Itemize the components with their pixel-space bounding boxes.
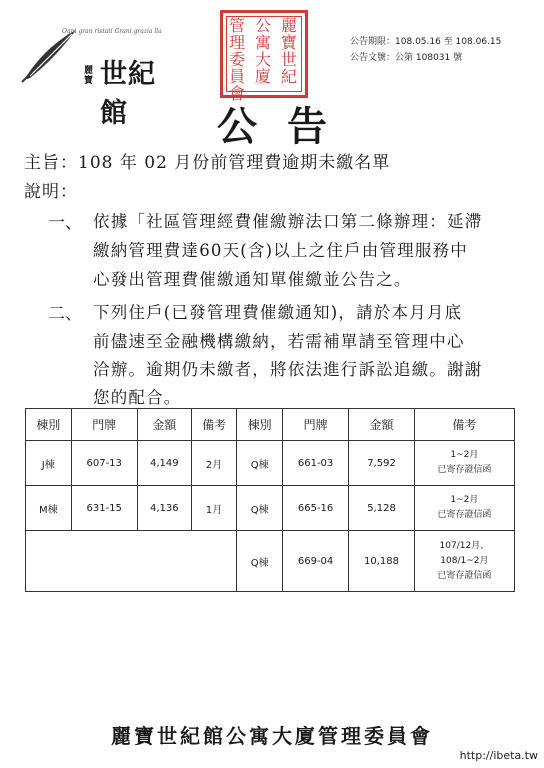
- cell-amount: 7,592: [349, 441, 415, 486]
- cell-unit: 669-04: [282, 531, 348, 592]
- table-row: [26, 531, 515, 592]
- page-title: 公告: [217, 103, 357, 150]
- note-line: 107/12月、: [439, 540, 490, 551]
- arrears-table: [25, 408, 515, 592]
- cell-amount: 4,136: [137, 486, 191, 531]
- col-unit-1: 門牌: [71, 409, 137, 441]
- item-1-line-3: 心發出管理費催繳通知單催繳並公告之。: [93, 270, 412, 289]
- note-line: 108/1~2月: [440, 555, 489, 566]
- item-1-line-1: 依據「社區管理經費催繳辦法口第二條辦理：延滯: [93, 212, 483, 231]
- cell-note: 2月: [191, 441, 237, 486]
- cell-building: Q棟: [237, 486, 283, 531]
- cell-building: M棟: [26, 486, 72, 531]
- cell-amount: 5,128: [349, 486, 415, 531]
- committee-seal: [220, 10, 308, 103]
- explain-label: 說明：: [24, 182, 78, 202]
- seal-column-2: 公寓大廈: [254, 16, 271, 86]
- cell-note: 1月: [191, 486, 237, 531]
- item-1-line-2: 繳納管理費達60天(含)以上之住戶由管理服務中: [93, 241, 468, 260]
- note-line: 已寄存證信函: [437, 510, 492, 520]
- item-1-number: 一、: [48, 213, 82, 233]
- col-building-2: 棟別: [237, 409, 283, 441]
- logo-tagline: Ogni gran ristati Grani grazia lla: [62, 28, 162, 35]
- note-line: 已寄存證信函: [437, 465, 492, 475]
- item-2-line-2: 前儘速至金融機構繳納，若需補單請至管理中心: [93, 332, 465, 351]
- logo-name: 世紀館: [100, 59, 156, 129]
- committee-signature: 麗寶世紀館公寓大廈管理委員會: [111, 724, 433, 748]
- seal-column-3: 管理委員會: [228, 16, 245, 103]
- col-amount-1: 金額: [137, 409, 191, 441]
- col-building-1: 棟別: [26, 409, 72, 441]
- site-watermark: http://ibeta.tw: [459, 749, 538, 762]
- cell-note: [414, 441, 514, 486]
- item-2-number: 二、: [48, 304, 82, 324]
- note-line: 1~2月: [450, 495, 479, 505]
- table-row: [26, 486, 515, 531]
- cell-amount: 4,149: [137, 441, 191, 486]
- note-line: 1~2月: [450, 450, 479, 460]
- note-line: 已寄存證信函: [437, 570, 492, 581]
- building-logo: [20, 22, 180, 129]
- period-label: 公告期限: [350, 37, 387, 47]
- cell-building: J棟: [26, 441, 72, 486]
- cell-note: [414, 531, 514, 592]
- seal-column-1: 麗寶世紀: [280, 16, 297, 86]
- col-note-2: 備考: [414, 409, 514, 441]
- cell-note: [414, 486, 514, 531]
- doc-value: 公第 108031 號: [395, 53, 463, 63]
- cell-unit: 631-15: [71, 486, 137, 531]
- cell-unit: 607-13: [71, 441, 137, 486]
- notice-meta: 公告期限：108.05.16 至 108.06.15 公告文號：公第 108031 號: [350, 37, 502, 63]
- cell-building: Q棟: [237, 441, 283, 486]
- cell-amount: 10,188: [349, 531, 415, 592]
- col-note-1: 備考: [191, 409, 237, 441]
- logo-subname: 麗寶: [84, 66, 94, 86]
- cell-unit: 665-16: [282, 486, 348, 531]
- item-2-line-1: 下列住戶(已發管理費催繳通知)，請於本月月底: [93, 303, 463, 322]
- doc-label: 公告文號: [350, 53, 387, 63]
- table-header-row: [26, 409, 515, 441]
- cell-unit: 661-03: [282, 441, 348, 486]
- period-value: 108.05.16 至 108.06.15: [395, 37, 502, 47]
- cell-empty: [26, 531, 237, 592]
- table-row: [26, 441, 515, 486]
- item-2-line-3: 洽辦。逾期仍未繳者，將依法進行訴訟追繳。謝謝: [93, 360, 483, 379]
- item-2-line-4: 您的配合。: [93, 388, 182, 407]
- subject-line: 主旨：108 年 02 月份前管理費逾期未繳名單: [24, 153, 391, 173]
- col-unit-2: 門牌: [282, 409, 348, 441]
- col-amount-2: 金額: [349, 409, 415, 441]
- cell-building: Q棟: [237, 531, 283, 592]
